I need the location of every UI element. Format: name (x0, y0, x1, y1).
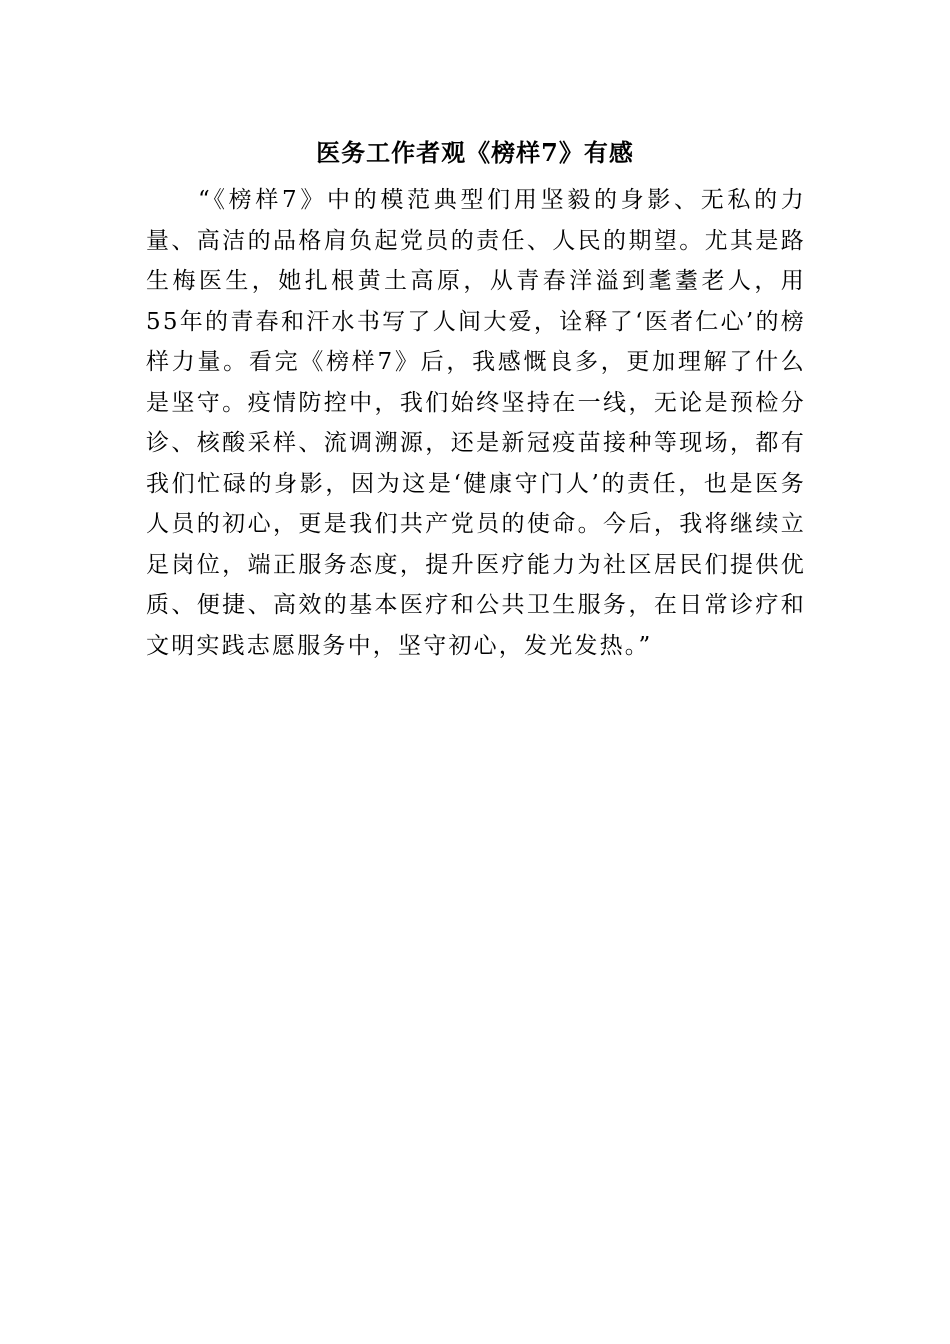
body-paragraph: “《榜样7》中的模范典型们用坚毅的身影、无私的力量、高洁的品格肩负起党员的责任、人民的期望。尤其是路生梅医生，她扎根黄土高原，从青春洋溢到耄耋老人，用55年的青春和汗水书写了人间大爱，诠释了‘医者仁心’的榜样力量。看完《榜样7》后，我感慨良多，更加理解了什么是坚守。疫情防控中，我们始终坚持在一线，无论是预检分诊、核酸采样、流调溯源，还是新冠疫苗接种等现场，都有我们忙碌的身影，因为这是‘健康守门人’的责任，也是医务人员的初心，更是我们共产党员的使命。今后，我将继续立足岗位，端正服务态度，提升医疗能力为社区居民们提供优质、便捷、高效的基本医疗和公共卫生服务，在日常诊疗和文明实践志愿服务中，坚守初心，发光发热。” (146, 187, 806, 659)
document-title: 医务工作者观《榜样7》有感 (316, 138, 634, 167)
